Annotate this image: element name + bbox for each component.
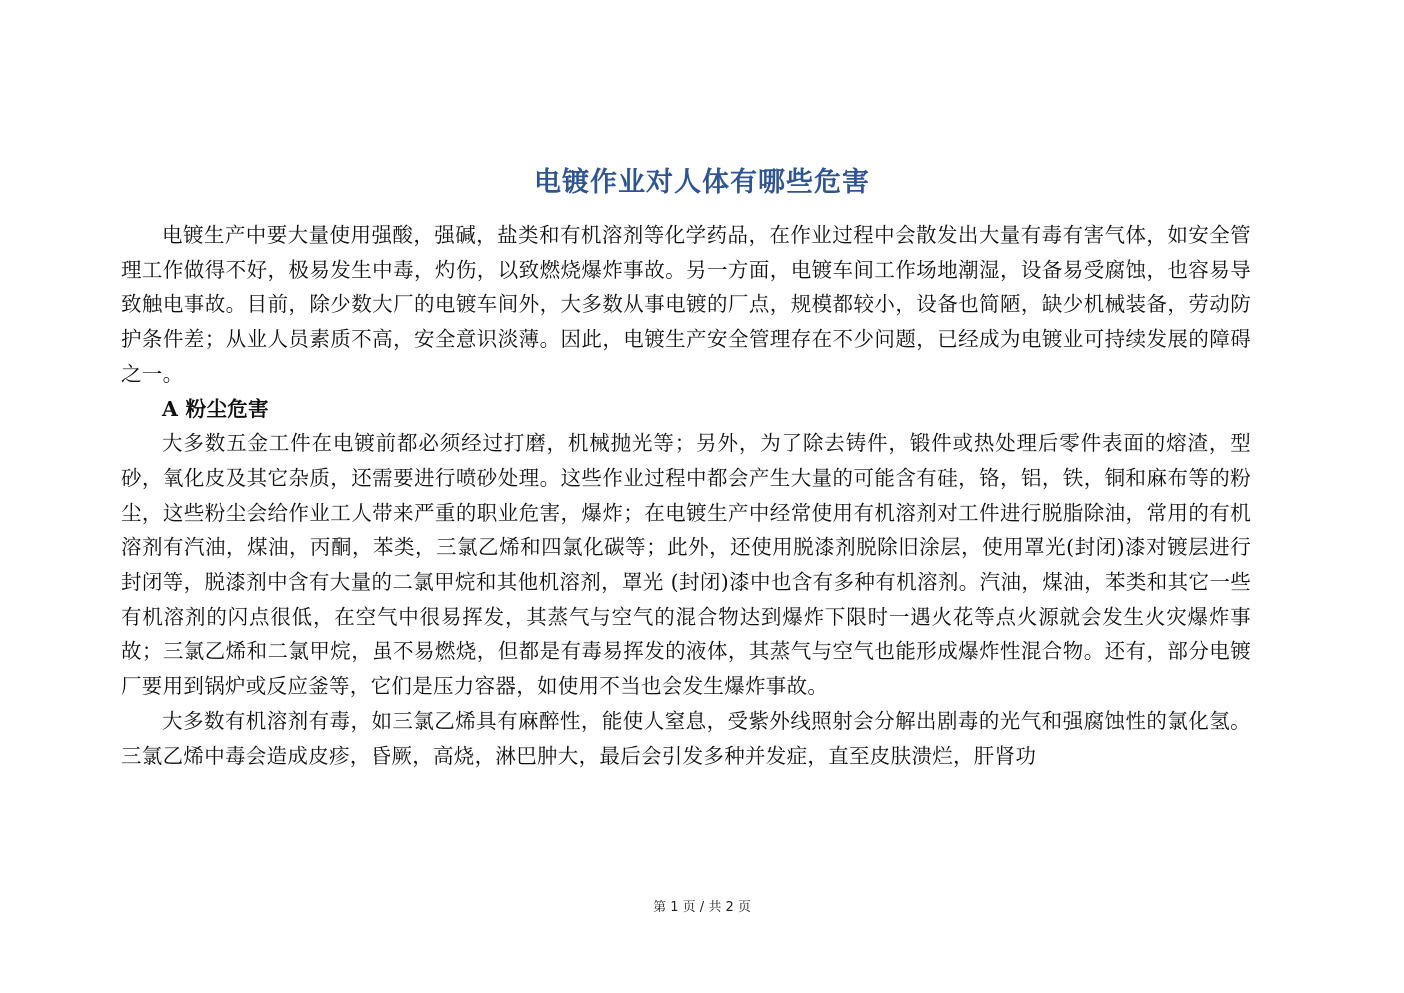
document-body (121, 218, 1251, 773)
document-title: 电镀作业对人体有哪些危害 (534, 167, 870, 198)
section-paragraph: 大多数有机溶剂有毒，如三氯乙烯具有麻醉性，能使人窒息，受紫外线照射会分解出剧毒的光气和强腐蚀性的氯化氢。三氯乙烯中毒会造成皮疹，昏厥，高烧，淋巴肿大，最后会引发多种并发症，直至皮肤溃烂，肝肾功 (121, 708, 1251, 768)
section-paragraph: 大多数五金工件在电镀前都必须经过打磨，机械抛光等；另外，为了除去铸件，锻件或热处理后零件表面的熔渣，型砂，氧化皮及其它杂质，还需要进行喷砂处理。这些作业过程中都会产生大量的可能含有硅，铬，铝，铁，铜和麻布等的粉尘，这些粉尘会给作业工人带来严重的职业危害，爆炸；在电镀生产中经常使用有机溶剂对工件进行脱脂除油，常用的有机溶剂有汽油，煤油，丙酮，苯类，三氯乙烯和四氯化碳等；此外，还使用脱漆剂脱除旧涂层，使用罩光(封闭)漆对镀层进行封闭等，脱漆剂中含有大量的二氯甲烷和其他机溶剂，罩光 (封闭)漆中也含有多种有机溶剂。汽油，煤油，苯类和其它一些有机溶剂的闪点很低，在空气中很易挥发，其蒸气与空气的混合物达到爆炸下限时一遇火花等点火源就会发生火灾爆炸事故；三氯乙烯和二氯甲烷，虽不易燃烧，但都是有毒易挥发的液体，其蒸气与空气也能形成爆炸性混合物。还有，部分电镀厂要用到锅炉或反应釜等，它们是压力容器，如使用不当也会发生爆炸事故。 (121, 431, 1251, 699)
intro-paragraph: 电镀生产中要大量使用强酸，强碱，盐类和有机溶剂等化学药品，在作业过程中会散发出大量有毒有害气体，如安全管理工作做得不好，极易发生中毒，灼伤，以致燃烧爆炸事故。另一方面，电镀车间工作场地潮湿，设备易受腐蚀，也容易导致触电事故。目前，除少数大厂的电镀车间外，大多数从事电镀的厂点，规模都较小，设备也简陋，缺少机械装备，劳动防护条件差；从业人员素质不高，安全意识淡薄。因此，电镀生产安全管理存在不少问题，已经成为电镀业可持续发展的障碍之一。 (121, 223, 1251, 386)
section-heading-dust-hazard: A 粉尘危害 (162, 396, 269, 421)
page-number-footer: 第 1 页 / 共 2 页 (653, 900, 751, 915)
